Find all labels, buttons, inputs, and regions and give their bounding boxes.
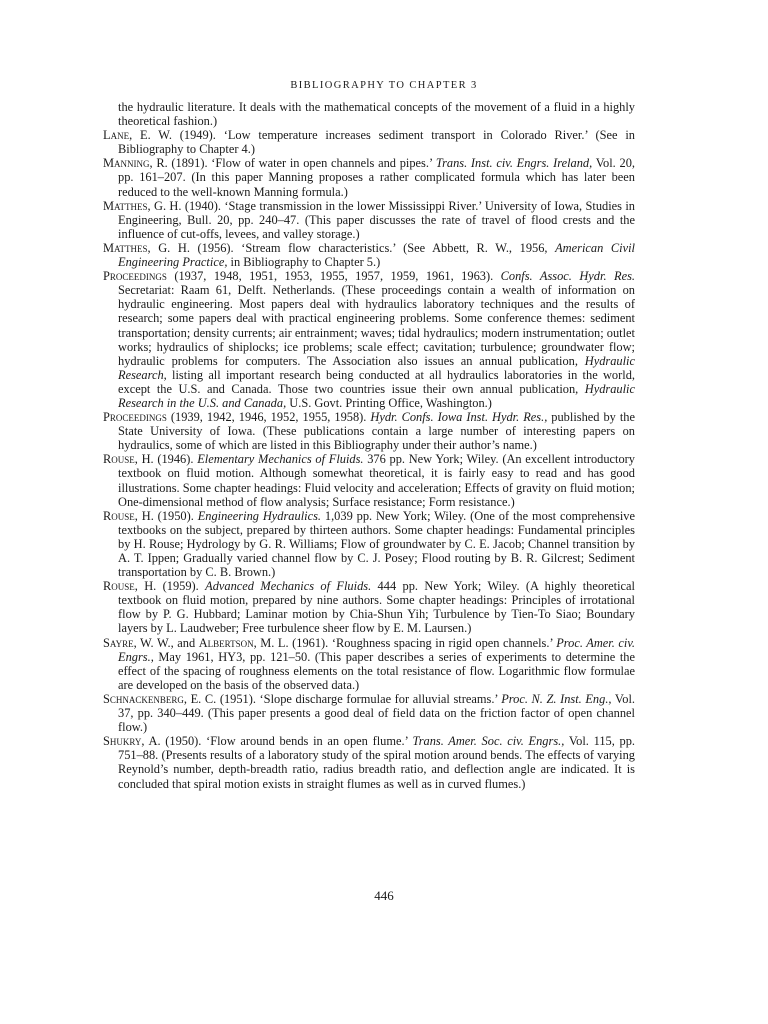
entry-text: (1961). ‘Roughness spacing in rigid open channels.’ [288, 635, 557, 650]
bibliography-entry [103, 199, 635, 241]
bibliography-entry [103, 636, 635, 692]
entry-author: Schnackenberg, E. C. [103, 691, 217, 706]
entry-text: (1939, 1942, 1946, 1952, 1955, 1958). [166, 410, 371, 425]
entry-text: (1940). ‘Stage transmission in the lower Mississippi River.’ University of Iowa, Studies in Engineering, Bull. 20, pp. 240–47. (This paper discusses the rate of travel of flood crests and the influence of cut-offs, levees, and valley storage.) [118, 198, 636, 241]
entry-author: Sayre, W. W. [103, 635, 171, 650]
entry-text: (1951). ‘Slope discharge formulae for alluvial streams.’ [216, 691, 502, 706]
entry-text: (1949). ‘Low temperature increases sediment transport in Colorado River.’ (See in Bibliography to Chapter 4.) [118, 128, 635, 157]
entry-author: Proceedings [103, 410, 167, 425]
entry-text: 376 pp. New York; Wiley. (An excellent introductory textbook on fluid motion. Although somewhat theoretical, it is fairly easy to read and has good illustrations. Some chapter headings: Fluid velocity and acceleration; Effects of gravity on fluid motion; One-dimensional method of flow analysis; Surface resistance; Form resistance.) [118, 452, 635, 509]
entry-text: (1959). [156, 579, 206, 594]
entry-author: Matthes, G. H. [103, 198, 182, 213]
entry-text: Secretariat: Raam 61, Delft. Netherlands. (These proceedings contain a wealth of information on hydraulic engineering. Most papers deal with hydraulics laboratory techniques and the results of research; some papers deal with practical engineering problems. Some conference themes: sediment transportation; density currents; air entrainment; waves; tidal hydraulics; modern instrumentation; outlet works; hydraulics of shiplocks; ice problems; scale effect; cavitation; turbulence; groundwater flow; hydraulic problems for computers. The Association also issues an annual publication, [118, 283, 635, 368]
bibliography-entry [103, 692, 635, 734]
entry-author: Lane, E. W. [103, 128, 172, 143]
entry-text: published by the State University of Iowa. (These publications contain a large number of interesting papers on hydraulics, some of which are listed in this Bibliography under their author’s name.) [118, 410, 635, 453]
entry-text: Vol. 20, pp. 161–207. (In this paper Manning proposes a rather complicated formula which has later been reduced to the well-known Manning formula.) [118, 156, 635, 199]
entry-publication-title: American Civil Engineering Practice, [118, 240, 635, 270]
entry-text: (1950). ‘Flow around bends in an open flume.’ [160, 734, 413, 749]
page-number: 446 [374, 888, 394, 903]
entry-publication-title: Hydr. Confs. Iowa Inst. Hydr. Res., [370, 410, 548, 425]
entry-text: (1937, 1948, 1951, 1953, 1955, 1957, 1959, 1961, 1963). [166, 269, 501, 284]
entry-publication-title: Proc. Amer. civ. Engrs., [118, 635, 636, 664]
entry-text: (1891). ‘Flow of water in open channels and pipes.’ [167, 156, 436, 171]
entry-text: 1,039 pp. New York; Wiley. (One of the most comprehensive textbooks on the subject, prepared by thirteen authors. Some chapter headings: Fundamental principles by H. Rouse; Hydrology by G. R. Williams; Flow of groundwater by C. E. Jacob; Channel transition by A. T. Ippen; Gradually varied channel flow by C. J. Posey; Flood routing by B. R. Gilcrest; Sediment transportation by C. B. Brown.) [118, 508, 635, 580]
entry-publication-title: Advanced Mechanics of Fluids. [205, 579, 372, 594]
bibliography-entry [103, 452, 635, 508]
bibliography-list [103, 100, 635, 791]
bibliography-entry [103, 156, 635, 198]
bibliography-entry [103, 269, 635, 410]
bibliography-entry [103, 509, 635, 579]
entry-publication-title: Confs. Assoc. Hydr. Res. [500, 269, 635, 284]
bibliography-entry [103, 241, 635, 269]
bibliography-entry [103, 410, 635, 452]
entry-author: Rouse, H. [103, 579, 157, 594]
entry-publication-title: Trans. Inst. civ. Engrs. Ireland, [435, 156, 593, 171]
entry-text: (1950). [153, 508, 198, 523]
entry-text: U.S. Govt. Printing Office, Washington.) [286, 395, 492, 410]
entry-text: (1956). ‘Stream flow characteristics.’ (See Abbett, R. W., 1956, [189, 240, 556, 255]
entry-author: Albertson, M. L. [198, 635, 289, 650]
entry-author: Rouse, H. [103, 452, 154, 467]
entry-author: Manning, R. [103, 156, 168, 171]
entry-text: Vol. 37, pp. 340–449. (This paper presents a good deal of field data on the friction factor of open channel flow.) [118, 691, 635, 735]
running-header: BIBLIOGRAPHY TO CHAPTER 3 [290, 80, 478, 91]
entry-author: Rouse, H. [103, 508, 154, 523]
bibliography-entry [103, 579, 635, 635]
entry-text: the hydraulic literature. It deals with the mathematical concepts of the movement of a fluid in a highly theoretical fashion.) [118, 100, 635, 129]
bibliography-entry [103, 734, 635, 790]
entry-text: 444 pp. New York; Wiley. (A highly theoretical textbook on fluid motion, prepared by nine authors. Some chapter headings: Principles of irrotational flow by P. G. Hubbard; Laminar motion by Chia-Shun Yih; Turbulence by Tien-To Siao; Boundary layers by L. Laudweber; Free turbulence sheer flow by E. M. Laursen.) [118, 579, 635, 636]
bibliography-entry [103, 128, 635, 156]
entry-text: in Bibliography to Chapter 5.) [227, 255, 381, 270]
entry-publication-title: Trans. Amer. Soc. civ. Engrs., [412, 734, 565, 749]
entry-publication-title: Hydraulic Research, [118, 353, 635, 382]
entry-author: Matthes, G. H. [103, 240, 190, 255]
entry-author: Shukry, A. [103, 734, 161, 749]
entry-text: Vol. 115, pp. 751–88. (Presents results of a laboratory study of the spiral motion around bends. The effects of varying Reynold’s number, depth-breadth ratio, radius breadth ratio, and deflection angle are indicated. It is concluded that spiral motion exists in straight flumes as well as in curved flumes.) [118, 734, 635, 791]
entry-author: Proceedings [103, 269, 167, 284]
entry-publication-title: Hydraulic Research in the U.S. and Canada, [118, 381, 635, 410]
entry-text: May 1961, HY3, pp. 121–50. (This paper describes a series of experiments to determine the effect of the spacing of roughness elements on the total resistance of flow. Logarithmic flow formulae are developed on the basis of the observed data.) [118, 649, 635, 692]
entry-text: (1946). [153, 452, 198, 467]
entry-text: , and [170, 635, 199, 650]
entry-publication-title: Elementary Mechanics of Fluids. [197, 452, 364, 467]
entry-publication-title: Engineering Hydraulics. [197, 508, 321, 523]
bibliography-entry-continuation [103, 100, 635, 128]
entry-text: listing all important research being conducted at all hydraulics laboratories in the world, except the U.S. and Canada. Those two countries issue their own annual publication, [118, 367, 635, 396]
entry-publication-title: Proc. N. Z. Inst. Eng., [501, 691, 612, 706]
